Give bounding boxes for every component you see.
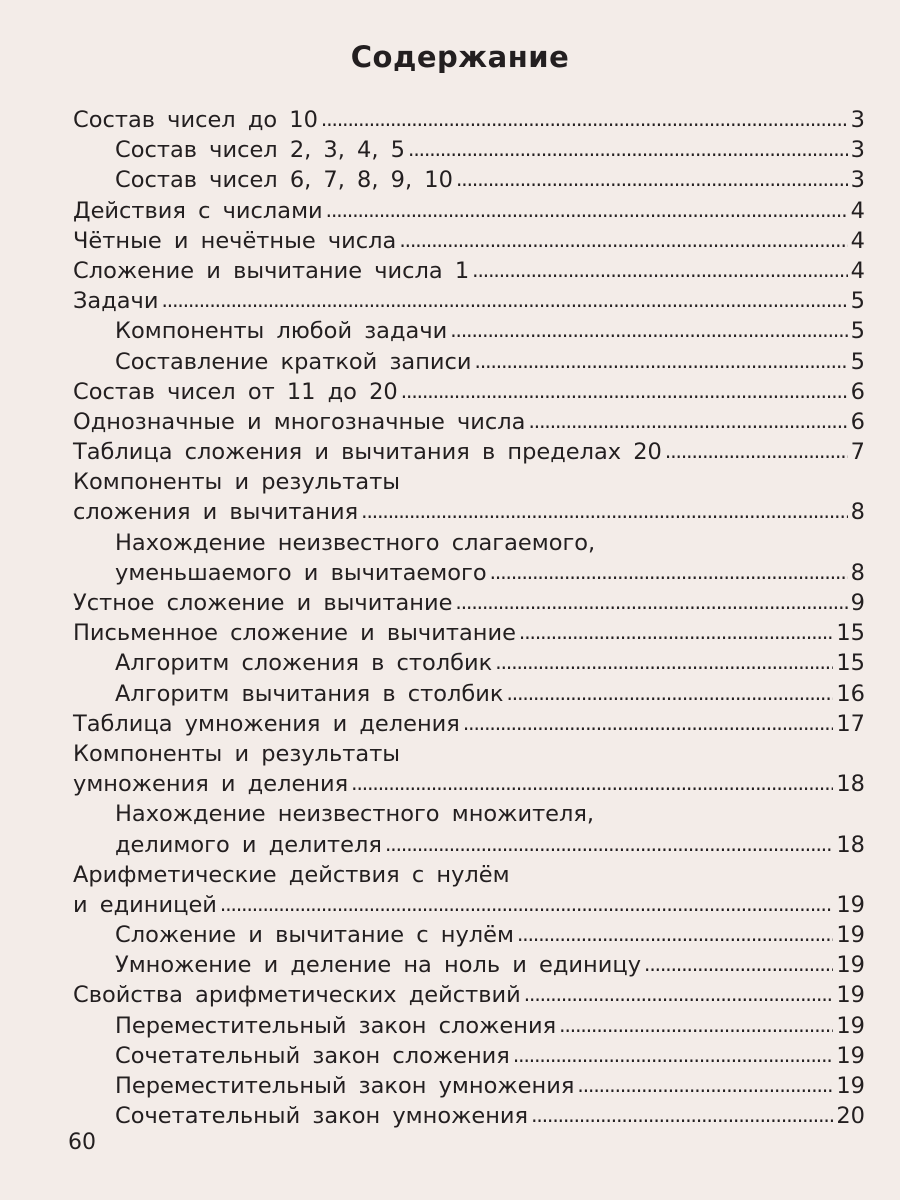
toc-entry-label: Компоненты и результаты — [73, 469, 401, 496]
toc-leader-dots — [456, 164, 848, 194]
toc-entry-label: Однозначные и многозначные числа — [73, 408, 526, 435]
toc-entry — [73, 497, 865, 527]
toc-entry — [73, 1041, 865, 1071]
toc-entry-label: Действия с числами — [73, 197, 323, 224]
toc-entry-page: 4 — [850, 257, 865, 284]
toc-entry-page: 4 — [850, 227, 865, 254]
toc-leader-dots — [326, 195, 848, 225]
toc-entry-label: Таблица сложения и вычитания в пределах 20 — [73, 439, 662, 466]
toc-entry-page: 8 — [850, 559, 865, 586]
toc-leader-dots — [644, 949, 833, 979]
toc-entry — [73, 165, 865, 195]
toc-entry — [73, 769, 865, 799]
toc-entry — [73, 558, 865, 588]
toc-entry-page: 5 — [850, 348, 865, 375]
toc-entry — [73, 1011, 865, 1041]
toc-leader-dots — [161, 285, 847, 315]
toc-entry-label: сложения и вычитания — [73, 499, 359, 526]
toc-entry-page: 5 — [850, 288, 865, 315]
toc-leader-dots — [506, 678, 833, 708]
toc-entry — [73, 316, 865, 346]
toc-entry — [73, 196, 865, 226]
toc-leader-dots — [399, 225, 847, 255]
toc-entry-label: уменьшаемого и вычитаемого — [115, 559, 487, 586]
toc-leader-dots — [517, 919, 833, 949]
toc-entry-label: Сочетательный закон сложения — [115, 1042, 510, 1069]
toc-entry — [73, 679, 865, 709]
toc-entry — [73, 407, 865, 437]
toc-entry-label: Чётные и нечётные числа — [73, 227, 397, 254]
toc-entry-label: Алгоритм сложения в столбик — [115, 650, 493, 677]
toc-entry-label: Умножение и деление на ноль и единицу — [115, 952, 642, 979]
toc-entry — [73, 950, 865, 980]
toc-entry — [73, 618, 865, 648]
toc-entry-page: 19 — [836, 891, 865, 918]
toc-entry-page: 6 — [850, 378, 865, 405]
toc-entry-page: 15 — [836, 620, 865, 647]
toc-entry — [73, 286, 865, 316]
toc-entry-label: Сложение и вычитание числа 1 — [73, 257, 470, 284]
toc-leader-dots — [321, 104, 848, 134]
toc-entry-page: 3 — [850, 137, 865, 164]
toc-entry-page: 5 — [850, 318, 865, 345]
toc-entry-page: 19 — [836, 922, 865, 949]
toc-leader-dots — [385, 829, 833, 859]
toc-entry-label: Таблица умножения и деления — [73, 710, 460, 737]
toc-entry — [73, 1101, 865, 1131]
toc-entry-page: 3 — [850, 107, 865, 133]
toc-entry-page: 17 — [836, 710, 865, 737]
toc-entry — [73, 739, 865, 769]
toc-entry-label: Состав чисел 2, 3, 4, 5 — [115, 137, 405, 164]
toc-entry — [73, 437, 865, 467]
toc-entry-page: 19 — [836, 1012, 865, 1039]
toc-entry — [73, 226, 865, 256]
toc-entry-label: Сложение и вычитание с нулём — [115, 922, 514, 949]
toc-leader-dots — [524, 979, 834, 1009]
toc-leader-dots — [577, 1070, 833, 1100]
toc-leader-dots — [490, 557, 848, 587]
toc-entry — [73, 648, 865, 678]
toc-leader-dots — [401, 376, 848, 406]
toc-entry-page: 4 — [850, 197, 865, 224]
toc-entry-label: Нахождение неизвестного множителя, — [115, 801, 595, 828]
toc-entry — [73, 799, 865, 829]
toc-entry-page: 16 — [836, 680, 865, 707]
toc-entry-label: Состав чисел до 10 — [73, 107, 318, 133]
toc-entry — [73, 135, 865, 165]
toc-entry-label: Переместительный закон сложения — [115, 1012, 557, 1039]
toc-entry-page: 19 — [836, 1073, 865, 1099]
toc-entry-label: Переместительный закон умножения — [115, 1073, 575, 1099]
toc-entry-label: Нахождение неизвестного слагаемого, — [115, 529, 596, 556]
table-of-contents — [73, 105, 865, 1131]
toc-entry — [73, 377, 865, 407]
toc-entry-page: 15 — [836, 650, 865, 677]
toc-entry-label: умножения и деления — [73, 771, 349, 798]
toc-entry-label: Устное сложение и вычитание — [73, 590, 453, 616]
page-title: Содержание — [350, 40, 570, 74]
toc-entry-label: Состав чисел 6, 7, 8, 9, 10 — [115, 167, 453, 194]
toc-entry — [73, 860, 865, 890]
toc-leader-dots — [513, 1040, 834, 1070]
page-number: 60 — [68, 1130, 96, 1155]
toc-entry-label: Письменное сложение и вычитание — [73, 620, 516, 647]
toc-entry — [73, 890, 865, 920]
toc-entry — [73, 256, 865, 286]
toc-entry-page: 19 — [836, 952, 865, 979]
toc-leader-dots — [665, 436, 848, 466]
toc-entry-page: 6 — [850, 408, 865, 435]
toc-entry-label: Составление краткой записи — [115, 348, 472, 375]
toc-entry — [73, 830, 865, 860]
toc-entry — [73, 588, 865, 618]
toc-entry-label: Сочетательный закон умножения — [115, 1103, 529, 1130]
toc-entry-label: Арифметические действия с нулём — [73, 861, 510, 888]
toc-entry-page: 19 — [836, 1042, 865, 1069]
toc-entry-page: 8 — [850, 499, 865, 526]
toc-entry-label: Задачи — [73, 288, 159, 315]
toc-entry — [73, 528, 865, 558]
toc-entry — [73, 347, 865, 377]
toc-entry — [73, 980, 865, 1010]
toc-entry — [73, 709, 865, 739]
toc-leader-dots — [351, 768, 833, 798]
toc-leader-dots — [559, 1010, 833, 1040]
toc-entry-label: Компоненты и результаты — [73, 740, 401, 767]
toc-entry-page: 3 — [850, 167, 865, 194]
toc-entry — [73, 1071, 865, 1101]
toc-entry-page: 19 — [836, 982, 865, 1009]
toc-leader-dots — [408, 134, 848, 164]
toc-leader-dots — [531, 1100, 833, 1130]
toc-entry-label: Состав чисел от 11 до 20 — [73, 378, 398, 405]
toc-leader-dots — [220, 889, 833, 919]
toc-entry-page: 18 — [836, 831, 865, 858]
toc-entry-label: Алгоритм вычитания в столбик — [115, 680, 504, 707]
toc-entry-page: 18 — [836, 771, 865, 798]
toc-leader-dots — [450, 315, 847, 345]
toc-leader-dots — [455, 587, 847, 617]
toc-entry-label: Компоненты любой задачи — [115, 318, 448, 345]
toc-entry-label: Свойства арифметических действий — [73, 982, 521, 1009]
toc-leader-dots — [528, 406, 847, 436]
toc-entry-page: 20 — [836, 1103, 865, 1130]
toc-entry-page: 7 — [850, 439, 865, 466]
toc-leader-dots — [495, 647, 833, 677]
toc-entry — [73, 105, 865, 135]
toc-leader-dots — [519, 617, 833, 647]
toc-entry-label: делимого и делителя — [115, 831, 382, 858]
toc-leader-dots — [475, 346, 848, 376]
toc-entry-label: и единицей — [73, 891, 217, 918]
toc-entry — [73, 920, 865, 950]
toc-entry-page: 9 — [850, 590, 865, 616]
toc-leader-dots — [463, 708, 834, 738]
toc-leader-dots — [361, 496, 848, 526]
toc-leader-dots — [472, 255, 848, 285]
toc-entry — [73, 467, 865, 497]
